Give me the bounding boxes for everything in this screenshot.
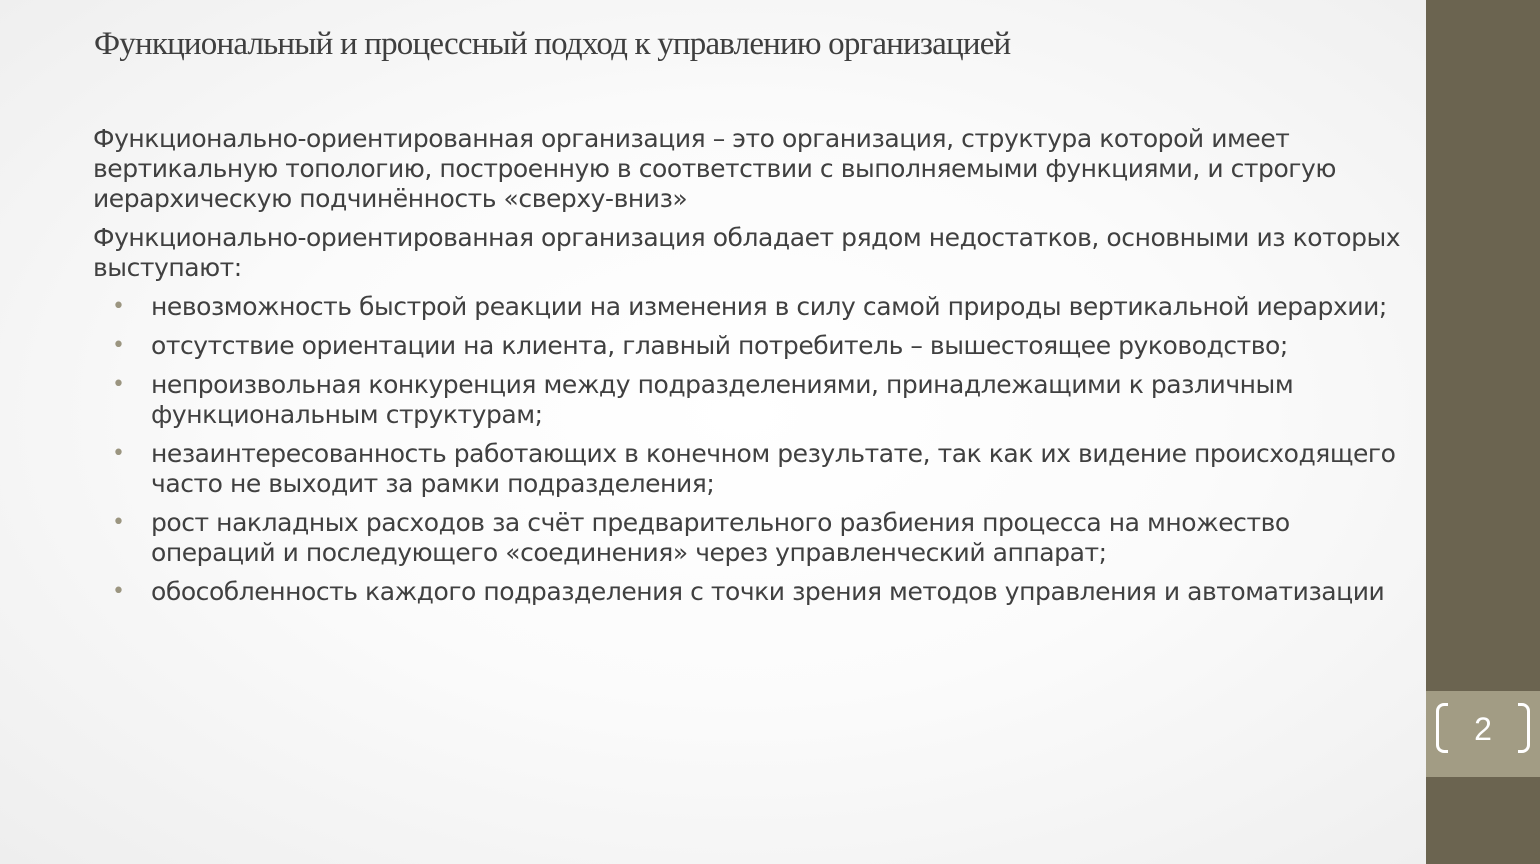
paragraph-definition: Функционально-ориентированная организация – это организация, структура которой имеет вертикальную топологию, построенную в соответствии с выполняемыми функциями, и строгую иерархическую подчинённость «сверху-вниз» — [93, 124, 1336, 213]
list-item-text: обособленность каждого подразделения с точки зрения методов управления и автоматизации — [151, 577, 1385, 606]
list-item — [93, 370, 1413, 430]
list-item — [93, 508, 1413, 568]
bullet-icon: • — [112, 441, 125, 466]
slide-title: Функциональный и процессный подход к управлению организацией — [94, 26, 1011, 62]
list-item — [93, 292, 1413, 322]
bullet-icon: • — [112, 294, 125, 319]
bullet-icon: • — [112, 579, 125, 604]
right-bracket-icon — [1518, 703, 1530, 753]
bullet-icon: • — [112, 333, 125, 358]
list-item — [93, 577, 1413, 607]
list-item-text: рост накладных расходов за счёт предварительного разбиения процесса на множество операций и последующего «соединения» через управленческий аппарат; — [151, 508, 1290, 567]
list-item-text: незаинтересованность работающих в конечном результате, так как их видение происходящего часто не выходит за рамки подразделения; — [151, 439, 1396, 498]
list-item-text: непроизвольная конкуренция между подразделениями, принадлежащими к различным функциональным структурам; — [151, 370, 1294, 429]
list-item — [93, 439, 1413, 499]
bullet-icon: • — [112, 372, 125, 397]
paragraph-drawbacks-intro: Функционально-ориентированная организация обладает рядом недостатков, основными из которых выступают: — [93, 223, 1401, 282]
page-number: 2 — [1474, 711, 1492, 747]
list-item-text: отсутствие ориентации на клиента, главный потребитель – вышестоящее руководство; — [151, 331, 1288, 360]
list-item-text: невозможность быстрой реакции на изменения в силу самой природы вертикальной иерархии; — [151, 292, 1387, 321]
bullet-icon: • — [112, 510, 125, 535]
drawbacks-list — [93, 292, 1413, 607]
page-number-badge — [1426, 691, 1540, 777]
slide-content — [93, 124, 1413, 616]
list-item — [93, 331, 1413, 361]
